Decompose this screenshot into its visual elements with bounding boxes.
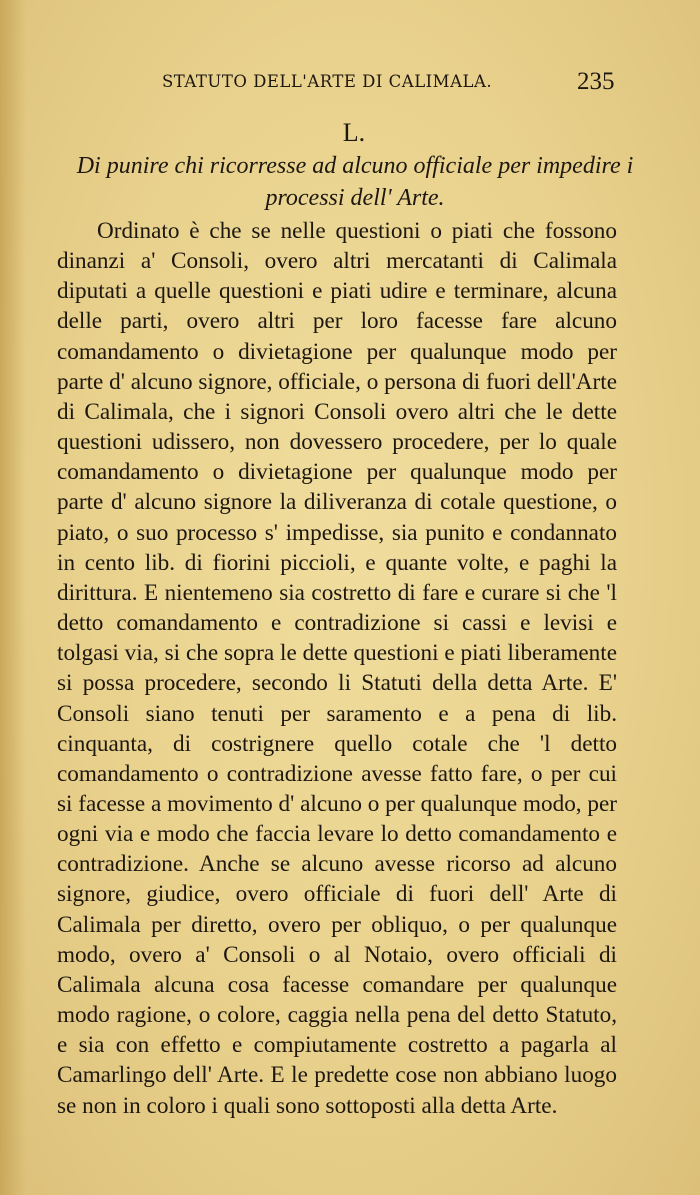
body-paragraph: Ordinato è che se nelle questioni o piati che fossono dinanzi a' Consoli, overo altri mercatanti di Calimala diputati a quelle questioni e piati udire e terminare, alcuna delle parti, overo altri per loro facesse fare alcuno comandamento o divietagione per qualunque modo per parte d' alcuno signore, officiale, o persona di fuori dell'Arte di Calimala, che i signori Consoli overo altri che le dette questioni udissero, non dovessero procedere, per lo quale comandamento o divietagione per qualunque modo per parte d' alcuno signore la diliveranza di cotale questione, o piato, o suo processo s' impedisse, sia punito e condannato in cento lib. di fiorini piccioli, e quante volte, e paghi la dirittura. E nientemeno sia costretto di fare e curare si che 'l detto comandamento e contradizione si cassi e levisi e tolgasi via, si che sopra le dette questioni e piati liberamente si possa procedere, secondo li Statuti della detta Arte. E' Consoli siano tenuti per saramento e a pena di lib. cinquanta, di costrignere quello cotale che 'l detto comandamento o contradizione avesse fatto fare, o per cui si facesse a movimento d' alcuno o per qualunque modo, per ogni via e modo che faccia levare lo detto comandamento e contradizione. Anche se alcuno avesse ricorso ad alcuno signore, giudice, overo officiale di fuori dell' Arte di Calimala per diretto, overo per obliquo, o per qualunque modo, overo a' Consoli o al Notaio, overo officiali di Calimala alcuna cosa facesse comandare per qualunque modo ragione, o colore, caggia nella pena del detto Statuto, e sia con effetto e compiutamente costretto a pagarla al Camarlingo dell' Arte. E le predette cose non abbiano luogo se non in coloro i quali sono sottoposti alla detta Arte. [57,218,617,1119]
page-number: 235 [577,68,615,95]
running-title: STATUTO DELL'ARTE DI CALIMALA. [162,72,493,91]
page-edge-shadow [0,0,26,1195]
chapter-title: Di punire chi ricorresse ad alcuno officiale per impedire i processi dell' Arte. [76,153,634,211]
chapter-number: L. [342,118,366,147]
page-header [0,66,700,96]
